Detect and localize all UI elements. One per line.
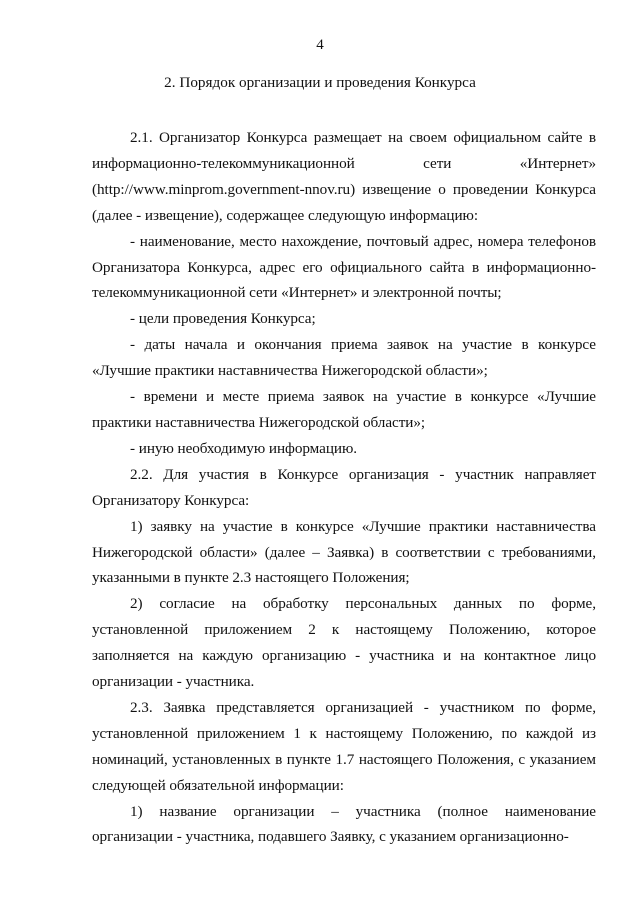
paragraph-2-3: 2.3. Заявка представляется организацией - участником по форме, установленной приложением 1 к настоящему Положению, по каждой из номинаций, установленных в пункте 1.7 настоящего Положения, с указанием следующей обязательной информации: xyxy=(92,698,596,794)
list-item-application: 1) заявку на участие в конкурсе «Лучшие практики наставничества Нижегородской области» (далее – Заявка) в соответствии с требованиями, указанными в пункте 2.3 настоящего Положения; xyxy=(92,517,596,587)
page-number: 4 xyxy=(316,37,324,53)
list-item-time-place: - времени и месте приема заявок на участие в конкурсе «Лучшие практики наставничества Нижегородской области»; xyxy=(92,388,596,431)
paragraph-2-1: 2.1. Организатор Конкурса размещает на своем официальном сайте в информационно-телекоммуникационной сети «Интернет» (http://www.minprom.government-nnov.ru) извещение о проведении Конкурса (далее - извещение), содержащее следующую информацию: xyxy=(92,129,596,224)
paragraph-2-2: 2.2. Для участия в Конкурсе организация - участник направляет Организатору Конкурса: xyxy=(92,465,596,509)
section-title: 2. Порядок организации и проведения Конкурса xyxy=(164,74,476,91)
list-item-consent: 2) согласие на обработку персональных данных по форме, установленной приложением 2 к настоящему Положению, которое заполняется на каждую организацию - участника и на контактное лицо организации - участника. xyxy=(92,595,596,691)
list-item-organizer-details: - наименование, место нахождение, почтовый адрес, номера телефонов Организатора Конкурса, адрес его официального сайта в информационно-телекоммуникационной сети «Интернет» и электронной почты; xyxy=(92,232,596,302)
list-item-dates: - даты начала и окончания приема заявок на участие в конкурсе «Лучшие практики наставничества Нижегородской области»; xyxy=(92,336,596,380)
document-body xyxy=(92,125,596,850)
list-item-organization-name: 1) название организации – участника (полное наименование организации - участника, подавшего Заявку, с указанием организационно- xyxy=(92,802,596,846)
list-item-goals: - цели проведения Конкурса; xyxy=(130,310,316,328)
list-item-other-info: - иную необходимую информацию. xyxy=(130,439,358,457)
